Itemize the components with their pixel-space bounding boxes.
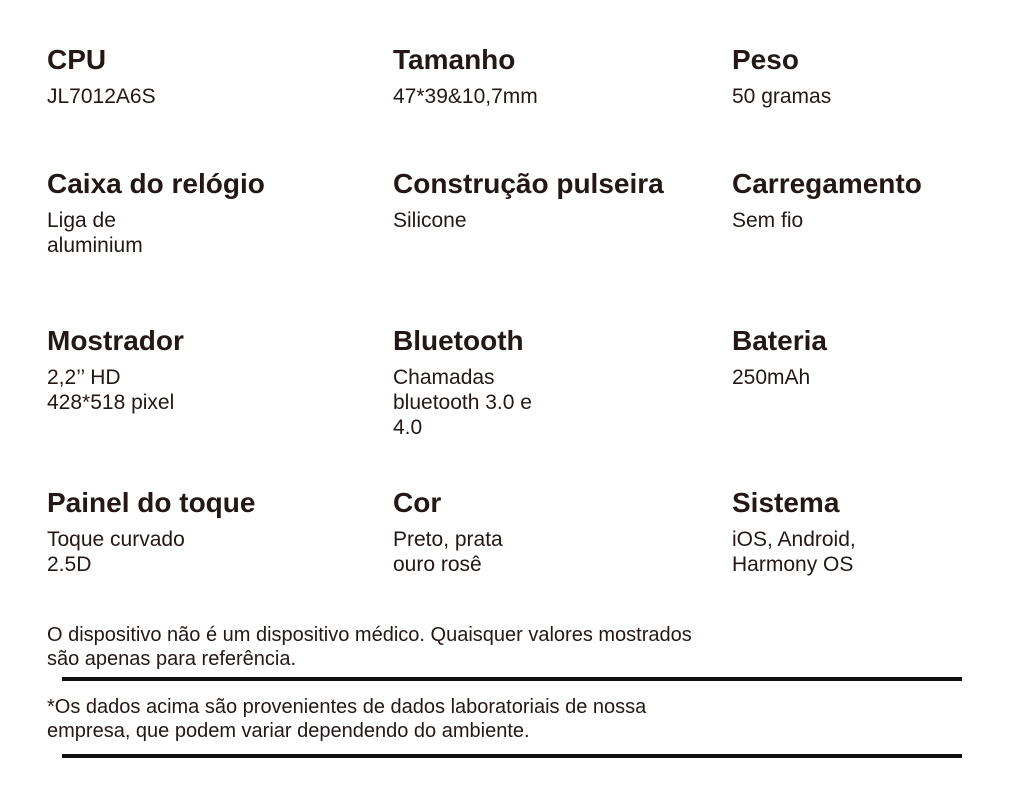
spec-value: Silicone	[393, 209, 467, 232]
spec-label: Caixa do relógio	[47, 168, 265, 199]
divider	[62, 754, 962, 758]
spec-label: Tamanho	[393, 44, 516, 75]
spec-value: 2,2’’ HD 428*518 pixel	[47, 366, 175, 414]
spec-label: Construção pulseira	[393, 168, 664, 199]
spec-label: Peso	[732, 44, 799, 75]
spec-label: Sistema	[732, 487, 840, 518]
spec-touch-panel	[47, 487, 377, 577]
spec-system	[732, 487, 1012, 577]
spec-charging	[732, 168, 1012, 233]
spec-label: Painel do toque	[47, 487, 256, 518]
spec-label: CPU	[47, 44, 107, 75]
spec-label: Bluetooth	[393, 325, 524, 356]
spec-value: iOS, Android, Harmony OS	[732, 528, 856, 576]
spec-value: JL7012A6S	[47, 85, 156, 108]
lab-data-note: *Os dados acima são provenientes de dados laboratoriais de nossa empresa, que podem variar dependendo do ambiente.	[47, 696, 647, 742]
spec-cpu	[47, 44, 377, 109]
spec-value: 250mAh	[732, 366, 811, 389]
spec-bluetooth	[393, 325, 723, 440]
spec-case	[47, 168, 377, 258]
spec-value: Liga de aluminium	[47, 209, 143, 257]
spec-value: Toque curvado 2.5D	[47, 528, 185, 576]
spec-battery	[732, 325, 1012, 390]
spec-color	[393, 487, 723, 577]
spec-display	[47, 325, 377, 415]
spec-label: Bateria	[732, 325, 827, 356]
spec-weight	[732, 44, 1012, 109]
divider	[62, 677, 962, 681]
spec-label: Cor	[393, 487, 442, 518]
spec-label: Carregamento	[732, 168, 922, 199]
spec-value: 50 gramas	[732, 85, 832, 108]
spec-strap	[393, 168, 723, 233]
spec-value: Chamadas bluetooth 3.0 e 4.0	[393, 366, 532, 439]
spec-value: 47*39&10,7mm	[393, 85, 538, 108]
spec-value: Sem fio	[732, 209, 804, 232]
spec-value: Preto, prata ouro rosê	[393, 528, 503, 576]
disclaimer-note: O dispositivo não é um dispositivo médico. Quaisquer valores mostrados são apenas para referência.	[47, 624, 692, 670]
spec-label: Mostrador	[47, 325, 184, 356]
spec-size	[393, 44, 723, 109]
